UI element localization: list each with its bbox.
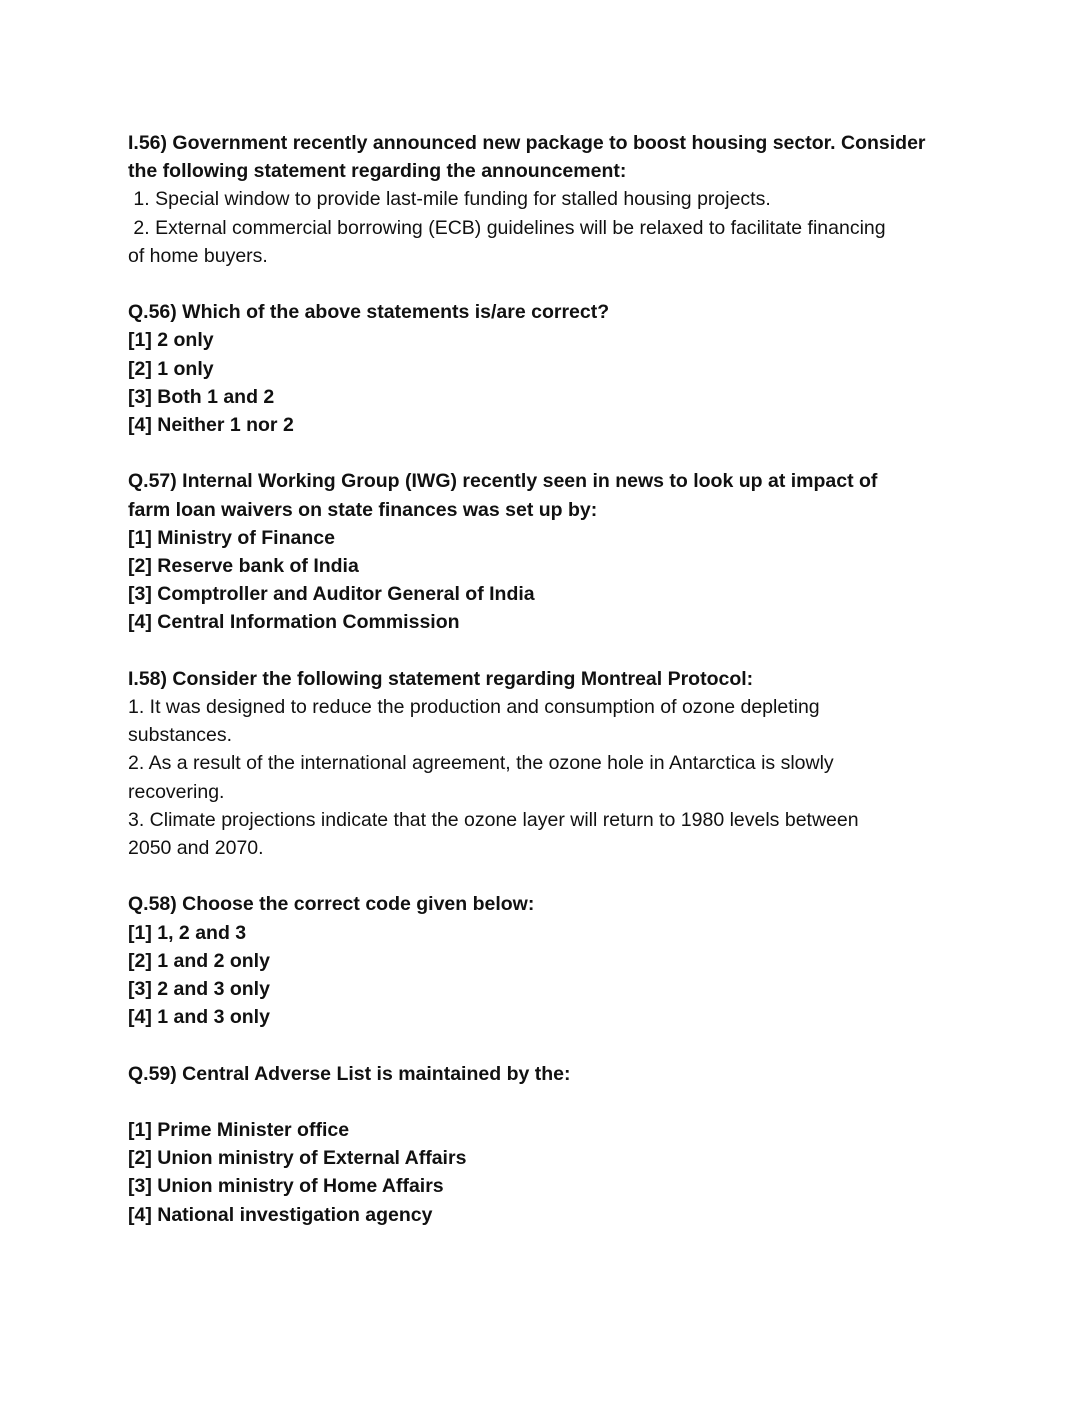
option-item: [3] Union ministry of Home Affairs (128, 1175, 444, 1198)
info-title-line: I.56) Government recently announced new package to boost housing sector. Consider (128, 132, 926, 154)
document-page (128, 129, 968, 1229)
option-item: [1] 2 only (128, 329, 214, 352)
option-item: [4] Central Information Commission (128, 611, 460, 634)
info-title-line: I.58) Consider the following statement regarding Montreal Protocol: (128, 667, 754, 690)
statement-line: substances. (128, 724, 233, 747)
question-block-q59 (128, 1060, 968, 1229)
option-item: [1] Ministry of Finance (128, 526, 335, 549)
spacer (128, 637, 968, 665)
option-item: [4] Neither 1 nor 2 (128, 414, 294, 437)
option-item: [3] Both 1 and 2 (128, 385, 275, 408)
option-item: [2] 1 only (128, 357, 214, 380)
question-block-q57 (128, 467, 968, 636)
statement-line: recovering. (128, 780, 225, 803)
option-item: [1] Prime Minister office (128, 1119, 350, 1142)
info-block-i56 (128, 129, 968, 270)
question-block-q56 (128, 298, 968, 439)
spacer (128, 1088, 968, 1116)
option-item: [2] Union ministry of External Affairs (128, 1147, 467, 1170)
question-block-q58 (128, 890, 968, 1031)
option-item: [3] Comptroller and Auditor General of India (128, 583, 535, 606)
option-item: [2] 1 and 2 only (128, 949, 270, 972)
question-text: Q.56) Which of the above statements is/are correct? (128, 301, 610, 324)
question-text: Q.57) Internal Working Group (IWG) recently seen in news to look up at impact of (128, 470, 878, 493)
spacer (128, 439, 968, 467)
spacer (128, 862, 968, 890)
option-item: [1] 1, 2 and 3 (128, 921, 247, 944)
question-text: Q.58) Choose the correct code given below: (128, 893, 535, 916)
statement-line: 2050 and 2070. (128, 837, 264, 860)
option-item: [4] National investigation agency (128, 1203, 433, 1226)
option-item: [4] 1 and 3 only (128, 1006, 270, 1029)
spacer (128, 1031, 968, 1059)
spacer (128, 270, 968, 298)
statement-line: 2. As a result of the international agreement, the ozone hole in Antarctica is slowly (128, 752, 834, 775)
statement-line: 2. External commercial borrowing (ECB) guidelines will be relaxed to facilitate financing (128, 216, 886, 239)
info-block-i58 (128, 665, 968, 862)
statement-line: 3. Climate projections indicate that the ozone layer will return to 1980 levels between (128, 808, 859, 831)
statement-line: 1. Special window to provide last-mile funding for stalled housing projects. (128, 188, 771, 211)
option-item: [3] 2 and 3 only (128, 978, 270, 1001)
option-item: [2] Reserve bank of India (128, 555, 359, 578)
statement-line: of home buyers. (128, 244, 268, 267)
question-text: farm loan waivers on state finances was set up by: (128, 498, 598, 521)
info-title-line: the following statement regarding the announcement: (128, 160, 627, 183)
statement-line: 1. It was designed to reduce the production and consumption of ozone depleting (128, 696, 820, 719)
question-text: Q.59) Central Adverse List is maintained by the: (128, 1062, 571, 1085)
